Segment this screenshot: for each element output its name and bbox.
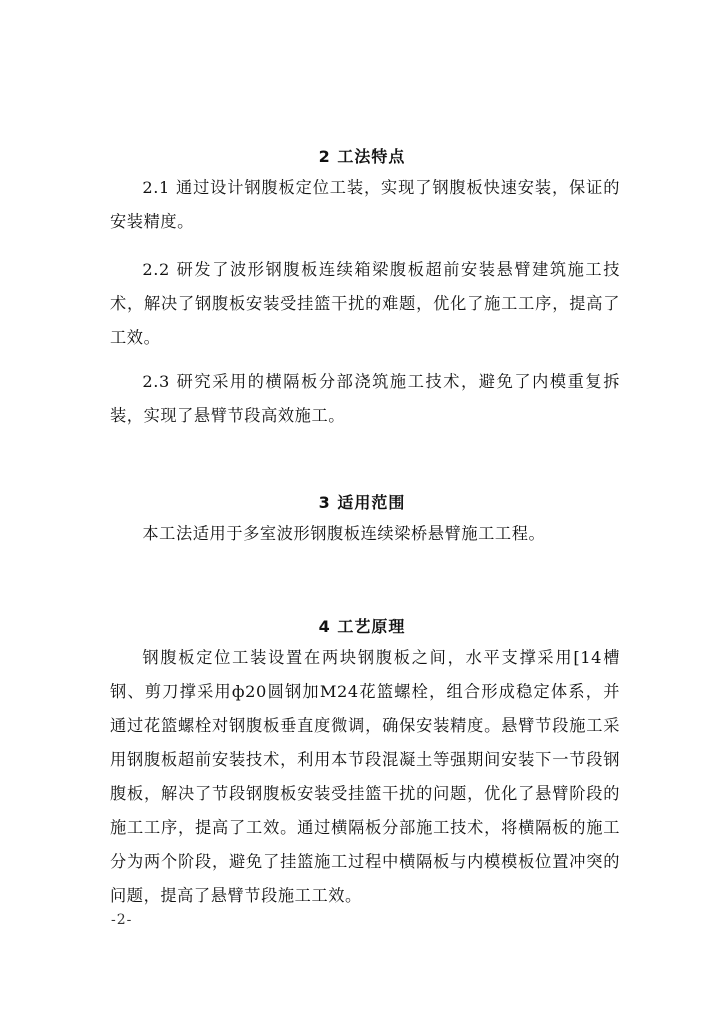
section-heading-4: 4 工艺原理 xyxy=(318,617,406,636)
paragraph-3: 本工法适用于多室波形钢腹板连续梁桥悬臂施工工程。 xyxy=(142,524,546,543)
section-heading-3: 3 适用范围 xyxy=(318,493,406,512)
section-heading-2: 2 工法特点 xyxy=(318,147,406,166)
page-number: -2- xyxy=(111,912,133,928)
paragraph-2-3: 2.3 研究采用的横隔板分部浇筑施工技术，避免了内模重复拆装，实现了悬臂节段高效施工。 xyxy=(110,372,620,425)
paragraph-2-1: 2.1 通过设计钢腹板定位工装，实现了钢腹板快速安装，保证的安装精度。 xyxy=(110,178,620,231)
paragraph-4: 钢腹板定位工装设置在两块钢腹板之间，水平支撑采用[14槽钢、剪刀撑采用ф20圆钢加M24花篮螺栓，组合形成稳定体系，并通过花篮螺栓对钢腹板垂直度微调，确保安装精度。悬臂节段施工采用钢腹板超前安装技术，利用本节段混凝土等强期间安装下一节段钢腹板，解决了节段钢腹板安装受挂篮干扰的问题，优化了悬臂阶段的施工工序，提高了工效。通过横隔板分部施工技术，将横隔板的施工分为两个阶段，避免了挂篮施工过程中横隔板与内模模板位置冲突的问题，提高了悬臂节段施工工效。 xyxy=(110,648,620,905)
paragraph-2-2: 2.2 研发了波形钢腹板连续箱梁腹板超前安装悬臂建筑施工技术，解决了钢腹板安装受挂篮干扰的难题，优化了施工工序，提高了工效。 xyxy=(110,260,620,347)
